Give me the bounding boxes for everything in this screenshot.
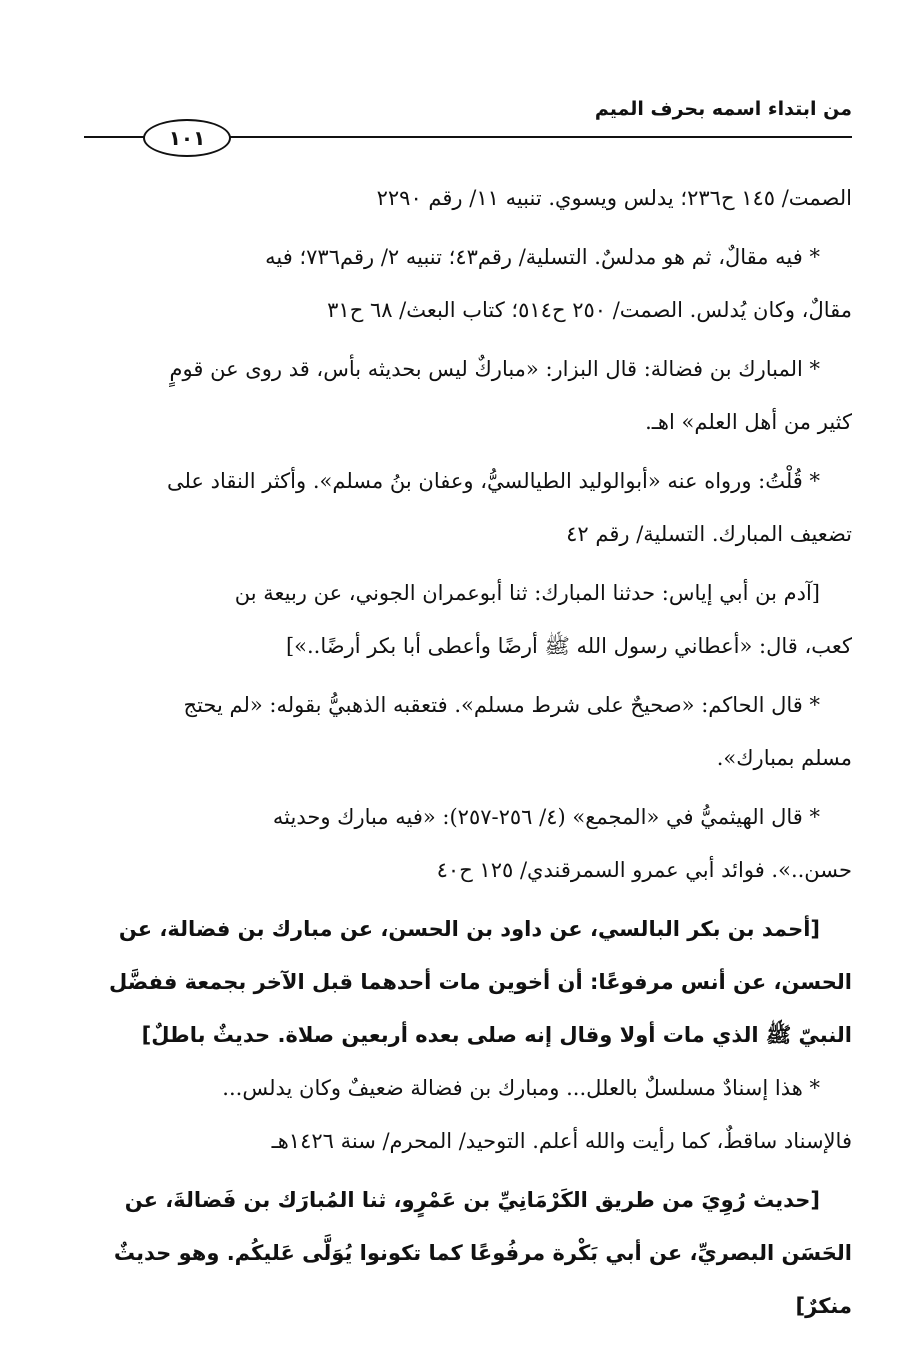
text-line: مقالٌ، وكان يُدلس. الصمت/ ٢٥٠ ح٥١٤؛ كتاب البعث/ ٦٨ ح٣١ xyxy=(327,298,852,322)
text-line: تضعيف المبارك. التسلية/ رقم ٤٢ xyxy=(566,522,852,546)
text-line: منكرٌ] xyxy=(795,1294,852,1318)
text-line: * قُلْتُ: ورواه عنه «أبوالوليد الطيالسيُّ، وعفان بنُ مسلم». وأكثر النقاد على xyxy=(166,469,820,493)
text-line: الصمت/ ١٤٥ ح٢٣٦؛ يدلس ويسوي. تنبيه ١١/ رقم ٢٢٩٠ xyxy=(376,186,852,210)
text-line: [أحمد بن بكر البالسي، عن داود بن الحسن، عن مبارك بن فضالة، عن xyxy=(118,917,820,941)
text-line: * المبارك بن فضالة: قال البزار: «مباركٌ ليس بحديثه بأس، قد روى عن قومٍ xyxy=(169,357,820,381)
text-line: الحسن، عن أنس مرفوعًا: أن أخوين مات أحدهما قبل الآخر بجمعة ففضَّل xyxy=(109,970,852,994)
text-line: فالإسناد ساقطٌ، كما رأيت والله أعلم. التوحيد/ المحرم/ سنة ١٤٢٦هـ xyxy=(271,1129,852,1153)
text-line: [حديث رُوِيَ من طريق الكَرْمَانِيِّ بن عَمْرٍو، ثنا المُبارَك بن فَضالةَ، عن xyxy=(124,1188,820,1212)
text-line: * قال الهيثميُّ في «المجمع» (٤/ ٢٥٦-٢٥٧): «فيه مبارك وحديثه xyxy=(272,805,820,829)
text-line: حسن..». فوائد أبي عمرو السمرقندي/ ١٢٥ ح٤٠ xyxy=(436,858,852,882)
text-line: * فيه مقالٌ، ثم هو مدلسٌ. التسلية/ رقم٤٣؛ تنبيه ٢/ رقم٧٣٦؛ فيه xyxy=(265,245,820,269)
text-line: * قال الحاكم: «صحيحٌ على شرط مسلم». فتعقبه الذهبيُّ بقوله: «لم يحتج xyxy=(183,693,820,717)
text-line: كعب، قال: «أعطاني رسول الله ﷺ أرضًا وأعطى أبا بكر أرضًا..»] xyxy=(285,634,852,658)
text-line: * هذا إسنادٌ مسلسلٌ بالعلل... ومبارك بن فضالة ضعيفٌ وكان يدلس... xyxy=(222,1076,820,1100)
text-line: كثير من أهل العلم» اهـ. xyxy=(645,410,852,434)
body-text xyxy=(82,172,852,1333)
text-line: [آدم بن أبي إياس: حدثنا المبارك: ثنا أبوعمران الجوني، عن ربيعة بن xyxy=(234,581,820,605)
page-number: ١٠١ xyxy=(143,119,231,157)
running-header: من ابتداء اسمه بحرف الميم xyxy=(594,98,852,120)
text-line: النبيّ ﷺ الذي مات أولا وقال إنه صلى بعده أربعين صلاة. حديثٌ باطلٌ] xyxy=(141,1023,852,1047)
text-line: مسلم بمبارك». xyxy=(716,746,852,770)
text-line: الحَسَن البصريِّ، عن أبي بَكْرة مرفُوعًا كما تكونوا يُوَلَّى عَليكُم. وهو حديثٌ xyxy=(113,1241,852,1265)
